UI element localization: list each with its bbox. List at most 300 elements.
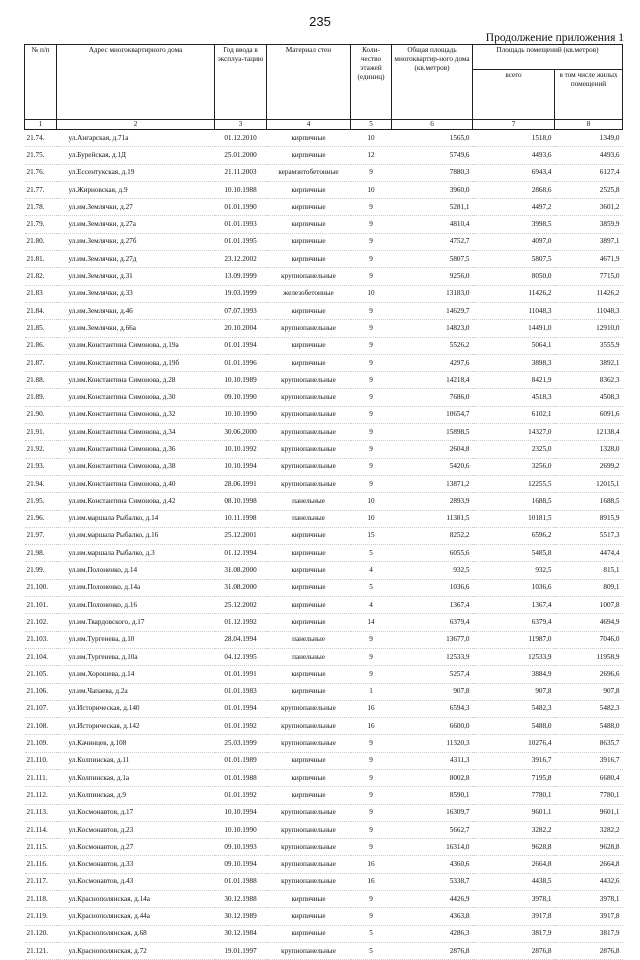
row-address: ул.им.Землячки, д.27б bbox=[68, 237, 137, 246]
row-number: 21.114. bbox=[26, 825, 48, 834]
row-premises-living: 3916,7 bbox=[599, 756, 620, 765]
row-address: ул.Колпинская, д.11 bbox=[68, 756, 130, 765]
row-total-area: 8590,1 bbox=[449, 790, 470, 799]
row-premises-total: 3884,9 bbox=[531, 669, 552, 678]
row-total-area: 14218,4 bbox=[446, 375, 470, 384]
row-floors: 15 bbox=[367, 531, 375, 540]
table-row bbox=[25, 337, 623, 354]
row-premises-total: 3817,9 bbox=[531, 929, 552, 938]
row-premises-living: 11958,9 bbox=[596, 652, 620, 661]
row-address: ул.им.Хорошева, д.14 bbox=[68, 669, 135, 678]
row-number: 21.81. bbox=[26, 254, 45, 263]
row-address: ул.Ессентукская, д.19 bbox=[68, 168, 135, 177]
row-floors: 9 bbox=[369, 202, 373, 211]
row-address: ул.Космонавтов, д.43 bbox=[68, 877, 134, 886]
table-row bbox=[25, 372, 623, 389]
table-row bbox=[25, 562, 623, 579]
row-premises-total: 2325,0 bbox=[531, 444, 552, 453]
row-year: 01.01.1989 bbox=[224, 756, 257, 765]
row-total-area: 14823,0 bbox=[446, 323, 470, 332]
row-address: ул.им.Тургенева, д.10а bbox=[68, 652, 138, 661]
row-premises-living: 1007,8 bbox=[599, 600, 620, 609]
row-premises-living: 7715,0 bbox=[599, 272, 620, 281]
row-total-area: 13677,0 bbox=[446, 635, 470, 644]
row-number: 21.102. bbox=[26, 617, 49, 626]
row-year: 09.10.1990 bbox=[224, 393, 257, 402]
row-number: 21.95. bbox=[26, 496, 45, 505]
row-premises-total: 10181,5 bbox=[528, 514, 552, 523]
row-premises-total: 8421,9 bbox=[531, 375, 552, 384]
row-year: 30.06.2000 bbox=[224, 427, 257, 436]
row-premises-living: 4474,4 bbox=[599, 548, 620, 557]
row-material: кирпичные bbox=[291, 237, 326, 246]
row-number: 21.100. bbox=[26, 583, 49, 592]
table-row bbox=[25, 769, 623, 786]
row-year: 01.01.1991 bbox=[224, 669, 257, 678]
row-year: 01.12.1992 bbox=[224, 617, 257, 626]
table-row bbox=[25, 441, 623, 458]
row-premises-living: 6680,4 bbox=[599, 773, 620, 782]
row-total-area: 6594,3 bbox=[449, 704, 470, 713]
header-premises-living: в том числе жилых помещений bbox=[555, 70, 623, 120]
row-year: 01.12.1994 bbox=[224, 548, 257, 557]
row-floors: 10 bbox=[367, 514, 375, 523]
row-total-area: 13183,0 bbox=[446, 289, 470, 298]
row-floors: 9 bbox=[369, 323, 373, 332]
row-premises-total: 11048,3 bbox=[528, 306, 552, 315]
row-year: 01.01.1990 bbox=[224, 202, 257, 211]
row-material: керамзитобетонные bbox=[278, 168, 339, 177]
row-premises-living: 3817,9 bbox=[599, 929, 620, 938]
row-year: 01.01.1992 bbox=[224, 721, 257, 730]
row-total-area: 8002,8 bbox=[449, 773, 470, 782]
table-row bbox=[25, 406, 623, 423]
table-row bbox=[25, 216, 623, 233]
row-premises-living: 1349,0 bbox=[599, 133, 620, 142]
row-address: ул.им.Константина Симонова, д.32 bbox=[68, 410, 176, 419]
row-floors: 10 bbox=[367, 496, 375, 505]
table-row bbox=[25, 942, 623, 959]
row-floors: 9 bbox=[369, 393, 373, 402]
header-address: Адрес многоквартирного дома bbox=[57, 45, 215, 120]
row-material: панельные bbox=[292, 514, 325, 523]
row-premises-total: 14327,0 bbox=[528, 427, 552, 436]
row-total-area: 14629,7 bbox=[446, 306, 470, 315]
row-material: крупнопанельные bbox=[281, 462, 336, 471]
row-premises-living: 4432,6 bbox=[599, 877, 620, 886]
row-premises-living: 2876,8 bbox=[599, 946, 620, 955]
row-material: кирпичные bbox=[291, 254, 326, 263]
row-address: ул.Бурейская, д.1Д bbox=[68, 150, 126, 159]
row-total-area: 5338,7 bbox=[449, 877, 470, 886]
row-floors: 9 bbox=[369, 220, 373, 229]
row-address: ул.Жирновская, д.9 bbox=[68, 185, 128, 194]
row-year: 23.12.2002 bbox=[224, 254, 257, 263]
row-floors: 9 bbox=[369, 635, 373, 644]
row-number: 21.112. bbox=[26, 790, 48, 799]
row-number: 21.111. bbox=[26, 773, 48, 782]
row-address: ул.им.Полоненко, д.14 bbox=[68, 566, 138, 575]
header-total-area: Общая площадь многоквартир-ного дома (кв.метров) bbox=[392, 45, 473, 120]
row-address: ул.им.Землячки, д.33 bbox=[68, 289, 133, 298]
row-premises-total: 7780,1 bbox=[531, 790, 552, 799]
row-floors: 9 bbox=[369, 462, 373, 471]
row-premises-total: 8050,0 bbox=[531, 272, 552, 281]
row-floors: 9 bbox=[369, 652, 373, 661]
col-number: 4 bbox=[267, 120, 351, 130]
col-number: 7 bbox=[473, 120, 555, 130]
row-premises-living: 3892,1 bbox=[599, 358, 620, 367]
row-total-area: 932,5 bbox=[453, 566, 470, 575]
row-floors: 9 bbox=[369, 410, 373, 419]
row-floors: 9 bbox=[369, 306, 373, 315]
row-total-area: 12533,9 bbox=[446, 652, 470, 661]
row-material: крупнопанельные bbox=[281, 410, 336, 419]
row-premises-living: 809,1 bbox=[603, 583, 620, 592]
row-floors: 9 bbox=[369, 739, 373, 748]
row-floors: 9 bbox=[369, 375, 373, 384]
row-number: 21.117. bbox=[26, 877, 48, 886]
row-premises-total: 3978,1 bbox=[531, 894, 552, 903]
row-material: крупнопанельные bbox=[281, 444, 336, 453]
row-premises-total: 3282,2 bbox=[531, 825, 552, 834]
row-number: 21.97. bbox=[26, 531, 45, 540]
row-year: 01.01.1983 bbox=[224, 687, 257, 696]
table-row bbox=[25, 648, 623, 665]
row-number: 21.90. bbox=[26, 410, 45, 419]
row-premises-living: 3282,2 bbox=[599, 825, 620, 834]
header-material: Материал стен bbox=[267, 45, 351, 120]
row-premises-living: 4493,6 bbox=[599, 150, 620, 159]
row-address: ул.им.Землячки, д.27д bbox=[68, 254, 137, 263]
row-floors: 9 bbox=[369, 669, 373, 678]
row-total-area: 2876,8 bbox=[449, 946, 470, 955]
row-number: 21.87. bbox=[26, 358, 45, 367]
row-premises-total: 6379,4 bbox=[531, 617, 552, 626]
row-material: кирпичные bbox=[291, 912, 326, 920]
row-total-area: 4286,3 bbox=[449, 929, 470, 938]
row-total-area: 4426,9 bbox=[449, 894, 470, 903]
row-premises-total: 12533,9 bbox=[528, 652, 552, 661]
row-premises-total: 5488,0 bbox=[531, 721, 552, 730]
row-number: 21.108. bbox=[26, 721, 49, 730]
table-row bbox=[25, 302, 623, 319]
row-material: кирпичные bbox=[291, 929, 326, 938]
row-premises-living: 9601,1 bbox=[599, 808, 620, 817]
row-material: кирпичные bbox=[291, 185, 326, 194]
row-address: ул.Космонавтов, д.27 bbox=[68, 842, 134, 851]
table-row bbox=[25, 199, 623, 216]
row-material: крупнопанельные bbox=[281, 808, 336, 817]
row-material: кирпичные bbox=[291, 341, 326, 350]
row-address: ул.Историческая, д.140 bbox=[68, 704, 140, 713]
row-floors: 9 bbox=[369, 272, 373, 281]
row-year: 28.04.1994 bbox=[224, 635, 257, 644]
row-premises-total: 2876,8 bbox=[531, 946, 552, 955]
row-floors: 9 bbox=[369, 479, 373, 488]
table-row bbox=[25, 458, 623, 475]
row-floors: 9 bbox=[369, 254, 373, 263]
row-year: 10.11.1998 bbox=[224, 514, 257, 523]
row-number: 21.93. bbox=[26, 462, 45, 471]
row-premises-total: 1367,4 bbox=[531, 600, 552, 609]
row-year: 01.12.2010 bbox=[224, 133, 257, 142]
row-address: ул.им.Землячки, д.27а bbox=[68, 220, 136, 229]
table-row bbox=[25, 700, 623, 717]
row-number: 21.92. bbox=[26, 444, 45, 453]
table-row bbox=[25, 614, 623, 631]
row-number: 21.89. bbox=[26, 393, 45, 402]
row-material: кирпичные bbox=[291, 756, 326, 765]
row-floors: 5 bbox=[369, 583, 373, 592]
table-row bbox=[25, 527, 623, 544]
row-premises-living: 8362,3 bbox=[599, 375, 620, 384]
row-year: 30.12.1988 bbox=[224, 894, 257, 903]
row-number: 21.105. bbox=[26, 669, 49, 678]
row-material: железобетонные bbox=[283, 289, 334, 298]
row-material: кирпичные bbox=[291, 600, 326, 609]
row-number: 21.88. bbox=[26, 375, 45, 384]
row-material: кирпичные bbox=[291, 773, 326, 782]
row-address: ул.им.Землячки, д.66а bbox=[68, 323, 136, 332]
row-premises-total: 932,5 bbox=[535, 566, 552, 575]
appendix-subtitle: Продолжение приложения 1 bbox=[485, 32, 624, 44]
header-num: № п/п bbox=[25, 45, 57, 120]
row-year: 01.01.1992 bbox=[224, 790, 257, 799]
table-row bbox=[25, 251, 623, 268]
row-premises-living: 815,1 bbox=[603, 566, 620, 575]
row-premises-living: 7780,1 bbox=[599, 790, 620, 799]
row-year: 01.01.1993 bbox=[224, 220, 257, 229]
row-premises-living: 5517,3 bbox=[599, 531, 620, 540]
row-material: крупнопанельные bbox=[281, 375, 336, 384]
row-floors: 10 bbox=[367, 185, 375, 194]
row-number: 21.110. bbox=[26, 756, 48, 765]
row-material: крупнопанельные bbox=[281, 479, 336, 488]
row-address: ул.Космонавтов, д.23 bbox=[68, 825, 134, 834]
table-row bbox=[25, 147, 623, 164]
row-premises-living: 6091,6 bbox=[599, 410, 620, 419]
row-address: ул.им.Константина Симонова, д.42 bbox=[68, 496, 176, 505]
col-number: 6 bbox=[392, 120, 473, 130]
row-floors: 9 bbox=[369, 168, 373, 177]
row-total-area: 4363,8 bbox=[449, 912, 470, 920]
row-material: кирпичные bbox=[291, 202, 326, 211]
row-total-area: 6379,4 bbox=[449, 617, 470, 626]
row-year: 01.01.1994 bbox=[224, 704, 257, 713]
table-row bbox=[25, 475, 623, 492]
row-number: 21.115. bbox=[26, 842, 48, 851]
row-premises-living: 8635,7 bbox=[599, 739, 620, 748]
row-number: 21.74. bbox=[26, 133, 45, 142]
row-premises-total: 14491,0 bbox=[528, 323, 552, 332]
row-floors: 10 bbox=[367, 133, 375, 142]
row-year: 25.12.2001 bbox=[224, 531, 257, 540]
row-floors: 1 bbox=[369, 687, 373, 696]
row-year: 09.10.1993 bbox=[224, 842, 257, 851]
row-premises-living: 5488,0 bbox=[599, 721, 620, 730]
row-premises-living: 5482,3 bbox=[599, 704, 620, 713]
row-address: ул.им.Полоненко, д.14а bbox=[68, 583, 141, 592]
row-floors: 16 bbox=[367, 860, 375, 869]
col-number: 5 bbox=[351, 120, 392, 130]
table-row bbox=[25, 631, 623, 648]
row-material: панельные bbox=[292, 496, 325, 505]
table-row bbox=[25, 285, 623, 302]
row-year: 09.10.1994 bbox=[224, 860, 257, 869]
row-number: 21.78. bbox=[26, 202, 45, 211]
row-year: 31.08.2000 bbox=[224, 583, 257, 592]
table-row bbox=[25, 597, 623, 614]
row-number: 21.84. bbox=[26, 306, 45, 315]
row-total-area: 5526,2 bbox=[449, 341, 470, 350]
row-premises-total: 1036,6 bbox=[531, 583, 552, 592]
table-body bbox=[25, 130, 623, 960]
row-address: ул.им.Константина Симонова, д.28 bbox=[68, 375, 176, 384]
row-premises-total: 9628,8 bbox=[531, 842, 552, 851]
row-premises-living: 6127,4 bbox=[599, 168, 620, 177]
row-address: ул.Космонавтов, д.33 bbox=[68, 860, 134, 869]
row-year: 10.10.1988 bbox=[224, 185, 257, 194]
row-material: крупнопанельные bbox=[281, 825, 336, 834]
row-material: кирпичные bbox=[291, 220, 326, 229]
row-year: 19.03.1999 bbox=[224, 289, 257, 298]
row-material: крупнопанельные bbox=[281, 842, 336, 851]
row-material: крупнопанельные bbox=[281, 323, 336, 332]
row-premises-total: 7195,8 bbox=[531, 773, 552, 782]
row-premises-living: 7046,0 bbox=[599, 635, 620, 644]
table-row bbox=[25, 821, 623, 838]
table-row bbox=[25, 510, 623, 527]
row-material: кирпичные bbox=[291, 583, 326, 592]
row-premises-total: 5485,8 bbox=[531, 548, 552, 557]
row-floors: 9 bbox=[369, 790, 373, 799]
row-floors: 9 bbox=[369, 427, 373, 436]
row-premises-living: 3917,8 bbox=[599, 912, 620, 920]
row-premises-living: 4671,9 bbox=[599, 254, 620, 263]
row-material: крупнопанельные bbox=[281, 272, 336, 281]
row-material: кирпичные bbox=[291, 358, 326, 367]
row-number: 21.101. bbox=[26, 600, 49, 609]
row-total-area: 5257,4 bbox=[449, 669, 470, 678]
row-floors: 9 bbox=[369, 756, 373, 765]
table-row bbox=[25, 804, 623, 821]
row-year: 10.10.1990 bbox=[224, 825, 257, 834]
row-material: кирпичные bbox=[291, 790, 326, 799]
table-row bbox=[25, 579, 623, 596]
row-address: ул.Краснополянская, д.68 bbox=[68, 929, 147, 938]
row-material: кирпичные bbox=[291, 150, 326, 159]
row-total-area: 5420,6 bbox=[449, 462, 470, 471]
row-material: кирпичные bbox=[291, 687, 326, 696]
row-number: 21.76. bbox=[26, 168, 45, 177]
row-year: 25.03.1999 bbox=[224, 739, 257, 748]
row-total-area: 5749,6 bbox=[449, 150, 470, 159]
row-number: 21.91. bbox=[26, 427, 45, 436]
table-row bbox=[25, 683, 623, 700]
row-total-area: 2893,9 bbox=[449, 496, 470, 505]
row-address: ул.им.Константина Симонова, д.34 bbox=[68, 427, 176, 436]
row-premises-living: 4694,9 bbox=[599, 617, 620, 626]
row-total-area: 5662,7 bbox=[449, 825, 470, 834]
row-premises-total: 5807,5 bbox=[531, 254, 552, 263]
row-material: кирпичные bbox=[291, 894, 326, 903]
row-premises-living: 2525,8 bbox=[599, 185, 620, 194]
row-number: 21.96. bbox=[26, 514, 45, 523]
row-material: крупнопанельные bbox=[281, 427, 336, 436]
row-material: крупнопанельные bbox=[281, 704, 336, 713]
row-total-area: 13871,2 bbox=[446, 479, 470, 488]
table-row bbox=[25, 545, 623, 562]
row-address: ул.им.Константина Симонова, д.36 bbox=[68, 444, 176, 453]
row-year: 08.10.1998 bbox=[224, 496, 257, 505]
row-material: кирпичные bbox=[291, 617, 326, 626]
row-year: 10.10.1992 bbox=[224, 444, 257, 453]
row-year: 21.11.2003 bbox=[224, 168, 257, 177]
row-number: 21.106. bbox=[26, 687, 49, 696]
row-address: ул.Ангарская, д.71а bbox=[68, 133, 129, 142]
table-row bbox=[25, 735, 623, 752]
row-address: ул.Качинцев, д.108 bbox=[68, 739, 127, 748]
row-address: ул.Краснополянская, д.72 bbox=[68, 946, 147, 955]
row-material: крупнопанельные bbox=[281, 721, 336, 730]
row-premises-total: 4518,3 bbox=[531, 393, 552, 402]
row-year: 04.12.1995 bbox=[224, 652, 257, 661]
row-year: 28.06.1991 bbox=[224, 479, 257, 488]
row-floors: 9 bbox=[369, 825, 373, 834]
row-number: 21.103. bbox=[26, 635, 49, 644]
row-premises-living: 4508,3 bbox=[599, 393, 620, 402]
row-premises-total: 4438,5 bbox=[531, 877, 552, 886]
row-address: ул.Краснополянская, д.44а bbox=[68, 912, 150, 920]
row-year: 01.01.1988 bbox=[224, 877, 257, 886]
table-row bbox=[25, 164, 623, 181]
row-premises-total: 2664,8 bbox=[531, 860, 552, 869]
row-floors: 9 bbox=[369, 894, 373, 903]
row-floors: 5 bbox=[369, 548, 373, 557]
row-premises-total: 3256,0 bbox=[531, 462, 552, 471]
row-total-area: 7880,3 bbox=[449, 168, 470, 177]
row-premises-living: 907,8 bbox=[603, 687, 620, 696]
row-year: 10.10.1989 bbox=[224, 375, 257, 384]
table-row bbox=[25, 268, 623, 285]
row-address: ул.им.Константина Симонова, д.19а bbox=[68, 341, 179, 350]
row-premises-living: 3897,1 bbox=[599, 237, 620, 246]
row-year: 31.08.2000 bbox=[224, 566, 257, 575]
row-year: 25.01.2000 bbox=[224, 150, 257, 159]
row-premises-total: 5482,3 bbox=[531, 704, 552, 713]
row-address: ул.Космонавтов, д.17 bbox=[68, 808, 134, 817]
table-row bbox=[25, 787, 623, 804]
row-address: ул.им.Константина Симонова, д.38 bbox=[68, 462, 176, 471]
header-year: Год ввода в эксплуа-тацию bbox=[215, 45, 267, 120]
row-year: 01.01.1995 bbox=[224, 237, 257, 246]
row-premises-total: 1518,0 bbox=[531, 133, 552, 142]
row-number: 21.77. bbox=[26, 185, 45, 194]
row-address: ул.Колпинская, д.1а bbox=[68, 773, 130, 782]
row-number: 21.75. bbox=[26, 150, 45, 159]
row-total-area: 8252,2 bbox=[449, 531, 470, 540]
row-material: кирпичные bbox=[291, 133, 326, 142]
row-address: ул.им.Землячки, д.31 bbox=[68, 272, 133, 281]
row-premises-total: 6596,2 bbox=[531, 531, 552, 540]
row-total-area: 5807,5 bbox=[449, 254, 470, 263]
row-premises-living: 2664,8 bbox=[599, 860, 620, 869]
row-year: 01.01.1996 bbox=[224, 358, 257, 367]
row-premises-living: 11048,3 bbox=[596, 306, 620, 315]
row-premises-total: 4493,6 bbox=[531, 150, 552, 159]
row-floors: 16 bbox=[367, 877, 375, 886]
